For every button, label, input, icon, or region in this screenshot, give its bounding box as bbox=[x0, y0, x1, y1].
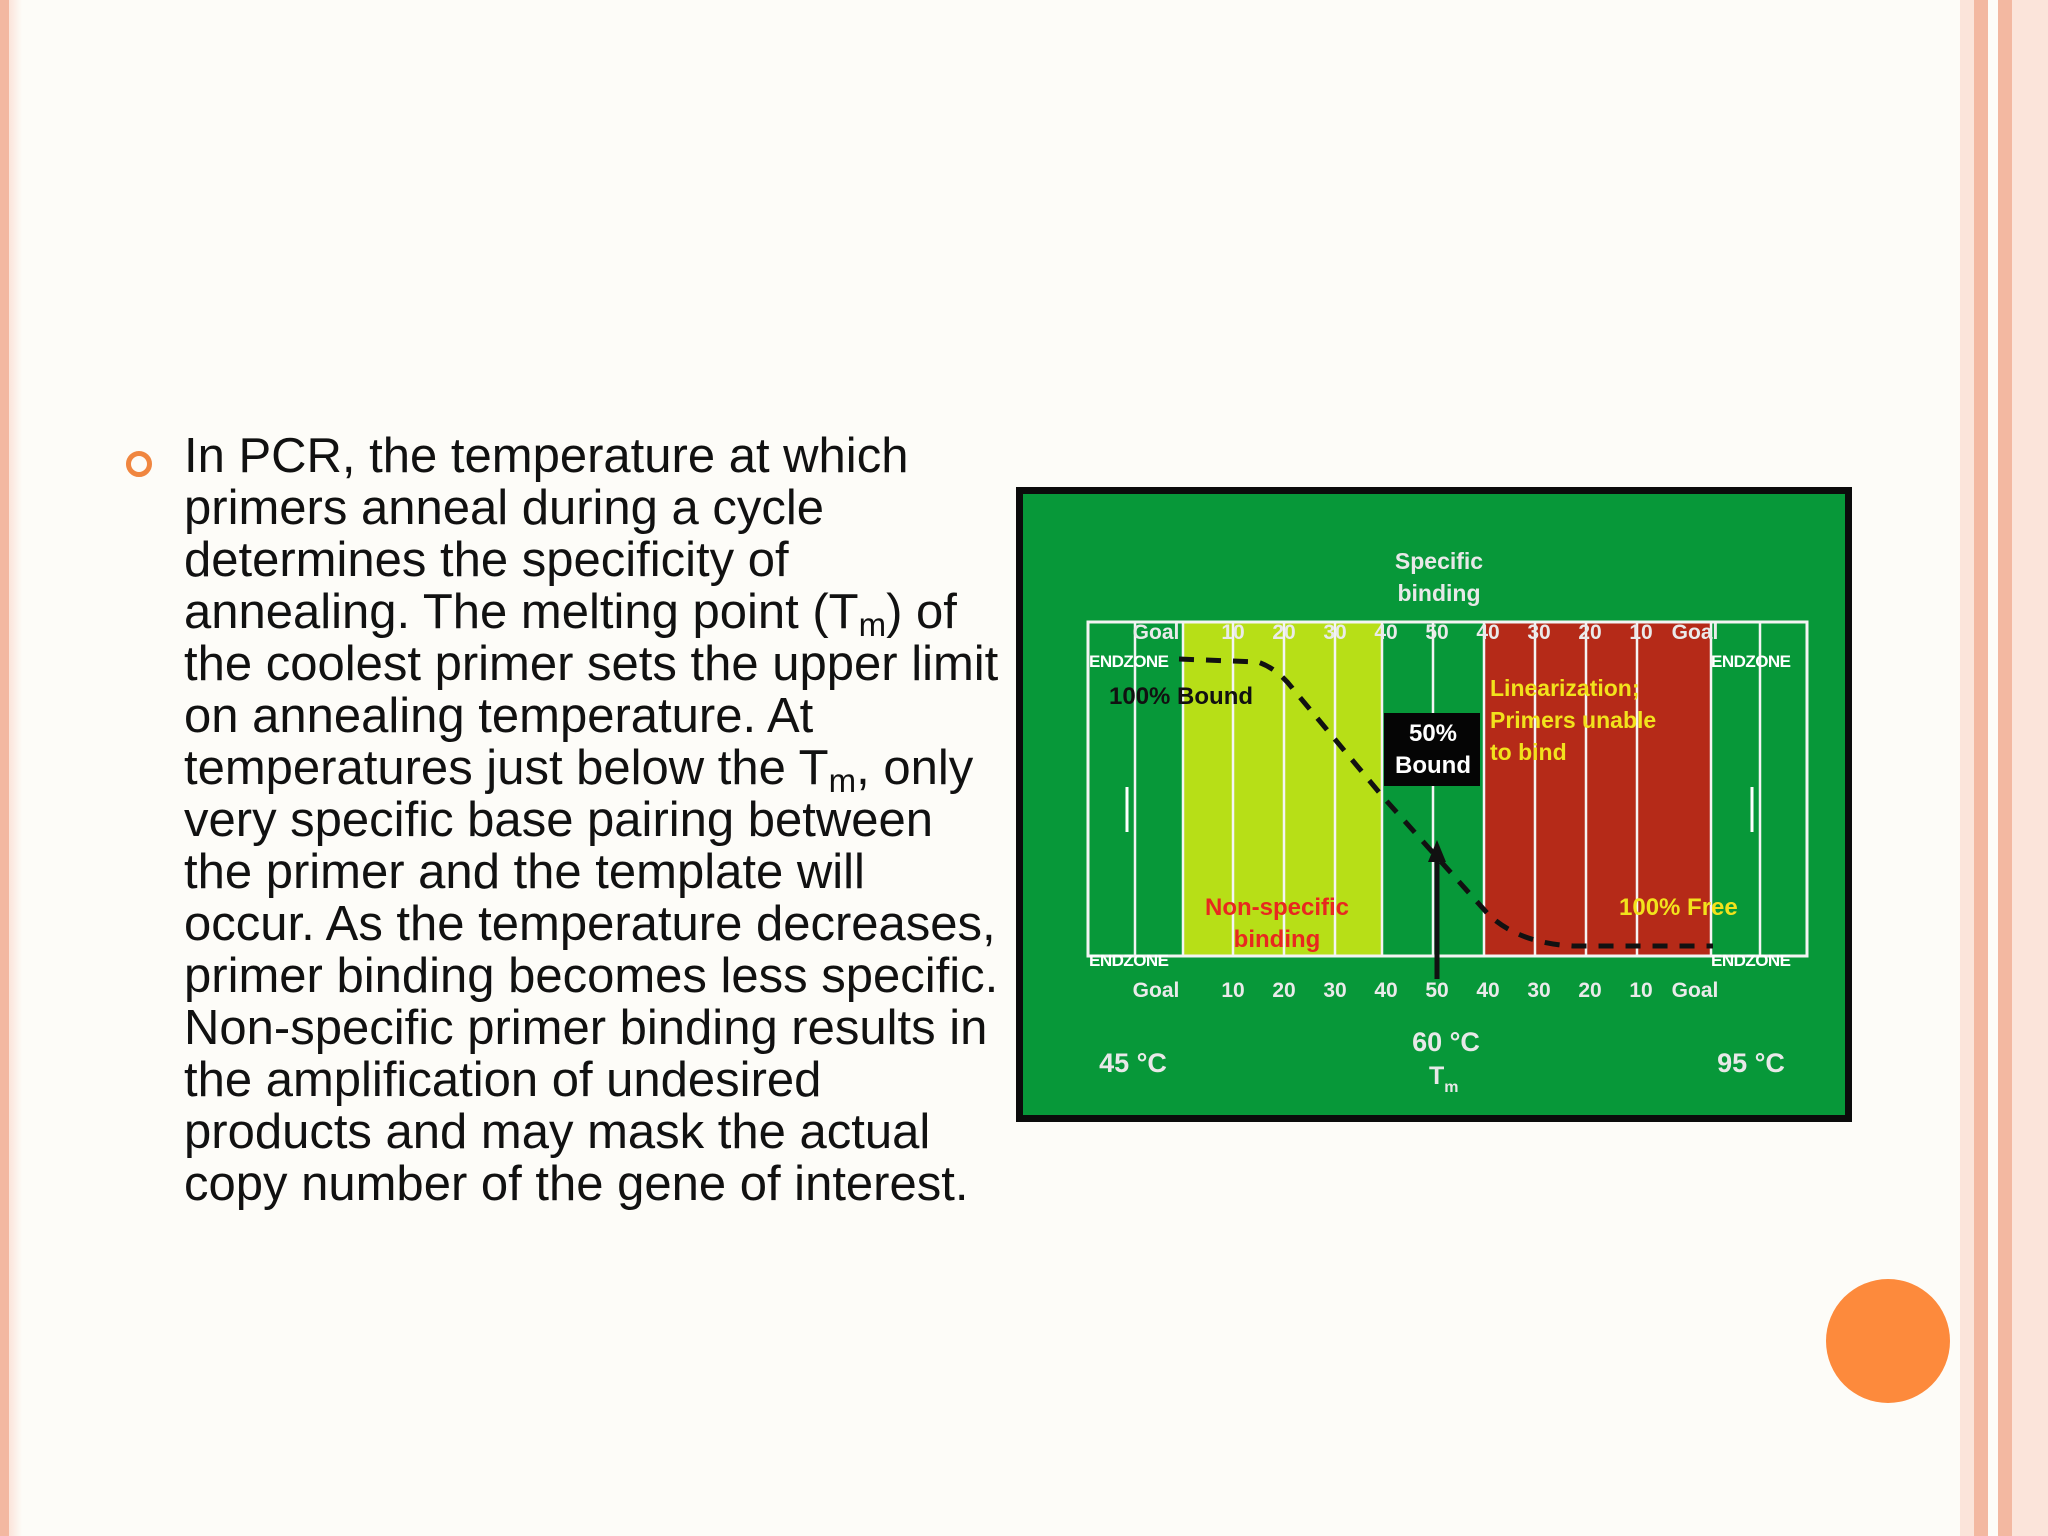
specific-binding-label: Specific bbox=[1394, 548, 1484, 574]
yard-marker: 40 bbox=[1374, 979, 1398, 1002]
tm-subscript: m bbox=[1444, 1079, 1459, 1096]
text-part: ) of the coolest primer sets the upper limit on annealing temperature. At temperatures just below the T bbox=[184, 585, 999, 795]
yard-marker: 50 bbox=[1425, 621, 1449, 644]
figure-svg bbox=[1023, 494, 1845, 1115]
yard-marker: 10 bbox=[1221, 979, 1245, 1002]
yard-marker: 30 bbox=[1323, 979, 1347, 1002]
right-frame-border bbox=[1960, 0, 2048, 1536]
yard-marker: Goal bbox=[1132, 979, 1180, 1002]
bullet-icon bbox=[126, 451, 152, 477]
decorative-orange-circle bbox=[1826, 1279, 1950, 1403]
yard-marker: 20 bbox=[1272, 979, 1296, 1002]
yard-marker: 10 bbox=[1221, 621, 1245, 644]
text-part: , only very specific base pairing between the primer and the template will occur. As the temperature decreases, primer binding becomes less specific. Non-specific primer binding results in the amplification of undesired products and may mask the actual copy number of the gene of interest. bbox=[184, 741, 999, 1211]
subscript-m: m bbox=[828, 762, 857, 799]
yard-marker: 20 bbox=[1578, 979, 1602, 1002]
endzone-label-bl: ENDZONE bbox=[1089, 951, 1169, 970]
linearization-label: Linearization; bbox=[1490, 675, 1640, 701]
specific-binding-label: binding bbox=[1397, 580, 1481, 606]
yard-marker: Goal bbox=[1671, 621, 1719, 644]
subscript-m: m bbox=[858, 606, 887, 643]
yard-marker: 40 bbox=[1374, 621, 1398, 644]
yard-marker: 40 bbox=[1476, 621, 1500, 644]
yard-marker: 30 bbox=[1527, 621, 1551, 644]
tm-symbol bbox=[1429, 1062, 1459, 1096]
yard-marker: 30 bbox=[1527, 979, 1551, 1002]
nonspecific-binding-label: Non-specific bbox=[1204, 894, 1350, 921]
text-part: In PCR, the temperature at which primers anneal during a cycle determines the specificity of annealing. The melting point (T bbox=[184, 429, 909, 639]
yard-marker: 10 bbox=[1629, 979, 1653, 1002]
yard-markers-top bbox=[1133, 621, 1719, 644]
yard-marker: 20 bbox=[1578, 621, 1602, 644]
hundred-percent-free-label: 100% Free bbox=[1619, 894, 1738, 921]
temp-low-label: 45 °C bbox=[1099, 1048, 1167, 1078]
tm-letter: T bbox=[1429, 1062, 1445, 1090]
linearization-label: Primers unable bbox=[1490, 707, 1657, 733]
fifty-percent-label: 50% bbox=[1408, 720, 1458, 747]
yard-marker: 40 bbox=[1476, 979, 1500, 1002]
yard-marker: 20 bbox=[1272, 621, 1296, 644]
nonspecific-binding-label: binding bbox=[1233, 926, 1321, 953]
paragraph bbox=[184, 430, 1004, 1210]
yard-marker: Goal bbox=[1671, 979, 1719, 1002]
hundred-percent-bound-label: 100% Bound bbox=[1109, 683, 1254, 710]
bound-label: Bound bbox=[1395, 752, 1471, 779]
yard-marker: 30 bbox=[1323, 621, 1347, 644]
yard-marker: 10 bbox=[1629, 621, 1653, 644]
slide-body-text bbox=[184, 430, 1004, 1210]
yard-marker: Goal bbox=[1132, 621, 1180, 644]
yard-marker: 50 bbox=[1425, 979, 1449, 1002]
left-frame-border bbox=[0, 0, 22, 1536]
endzone-label-tr: ENDZONE bbox=[1711, 652, 1791, 671]
endzone-label-tl: ENDZONE bbox=[1089, 652, 1169, 671]
endzone-label-br: ENDZONE bbox=[1711, 951, 1791, 970]
yard-markers-bottom bbox=[1133, 979, 1719, 1002]
annealing-football-field-figure bbox=[1016, 487, 1852, 1122]
temp-high-label: 95 °C bbox=[1717, 1048, 1785, 1078]
linearization-label: to bind bbox=[1490, 739, 1567, 765]
temp-tm-label: 60 °C bbox=[1412, 1027, 1480, 1057]
